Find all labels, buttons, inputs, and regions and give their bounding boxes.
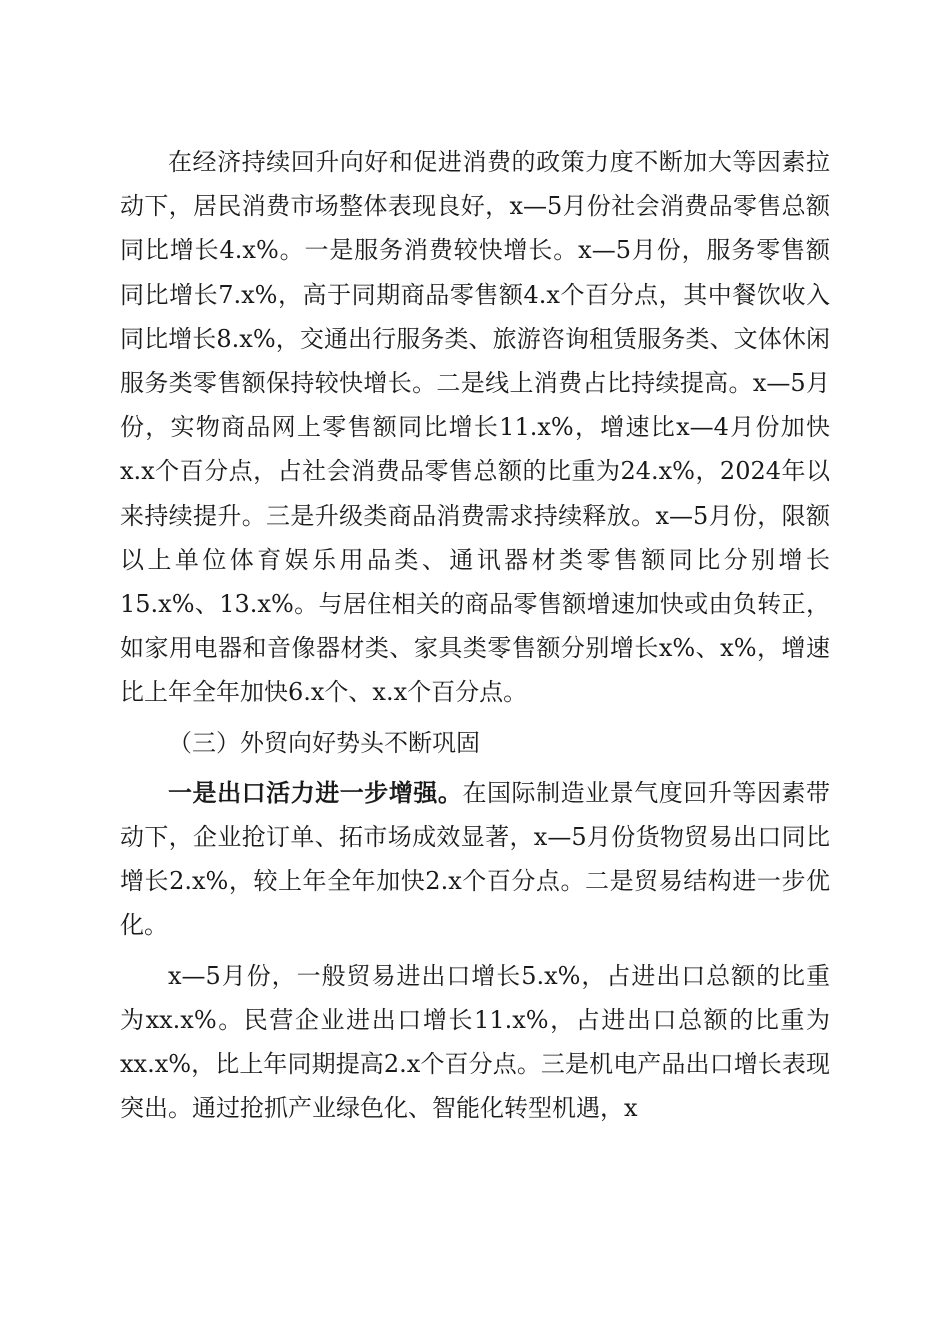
document-body [120,140,830,1130]
paragraph-export [120,771,830,948]
section-heading-foreign-trade: （三）外贸向好势头不断巩固 [168,728,480,757]
paragraph-export-text: 在国际制造业景气度回升等因素带动下，企业抢订单、拓市场成效显著，x—5月份货物贸易出口同比增长2.x%，较上年全年加快2.x个百分点。二是贸易结构进一步优化。 [120,778,831,940]
paragraph-export-lead: 一是出口活力进一步增强。 [168,777,463,807]
paragraph-trade-structure: x—5月份，一般贸易进出口增长5.x%，占进出口总额的比重为xx.x%。民营企业进出口增长11.x%，占进出口总额的比重为xx.x%，比上年同期提高2.x个百分点。三是机电产品出口增长表现突出。通过抢抓产业绿色化、智能化转型机遇，x [120,961,830,1123]
paragraph-consumption: 在经济持续回升向好和促进消费的政策力度不断加大等因素拉动下，居民消费市场整体表现良好，x—5月份社会消费品零售总额同比增长4.x%。一是服务消费较快增长。x—5月份，服务零售额同比增长7.x%，高于同期商品零售额4.x个百分点，其中餐饮收入同比增长8.x%，交通出行服务类、旅游咨询租赁服务类、文体休闲服务类零售额保持较快增长。二是线上消费占比持续提高。x—5月份，实物商品网上零售额同比增长11.x%，增速比x—4月份加快x.x个百分点，占社会消费品零售总额的比重为24.x%，2024年以来持续提升。三是升级类商品消费需求持续释放。x—5月份，限额以上单位体育娱乐用品类、通讯器材类零售额同比分别增长15.x%、13.x%。与居住相关的商品零售额增速加快或由负转正，如家用电器和音像器材类、家具类零售额分别增长x%、x%，增速比上年全年加快6.x个、x.x个百分点。 [120,148,830,707]
